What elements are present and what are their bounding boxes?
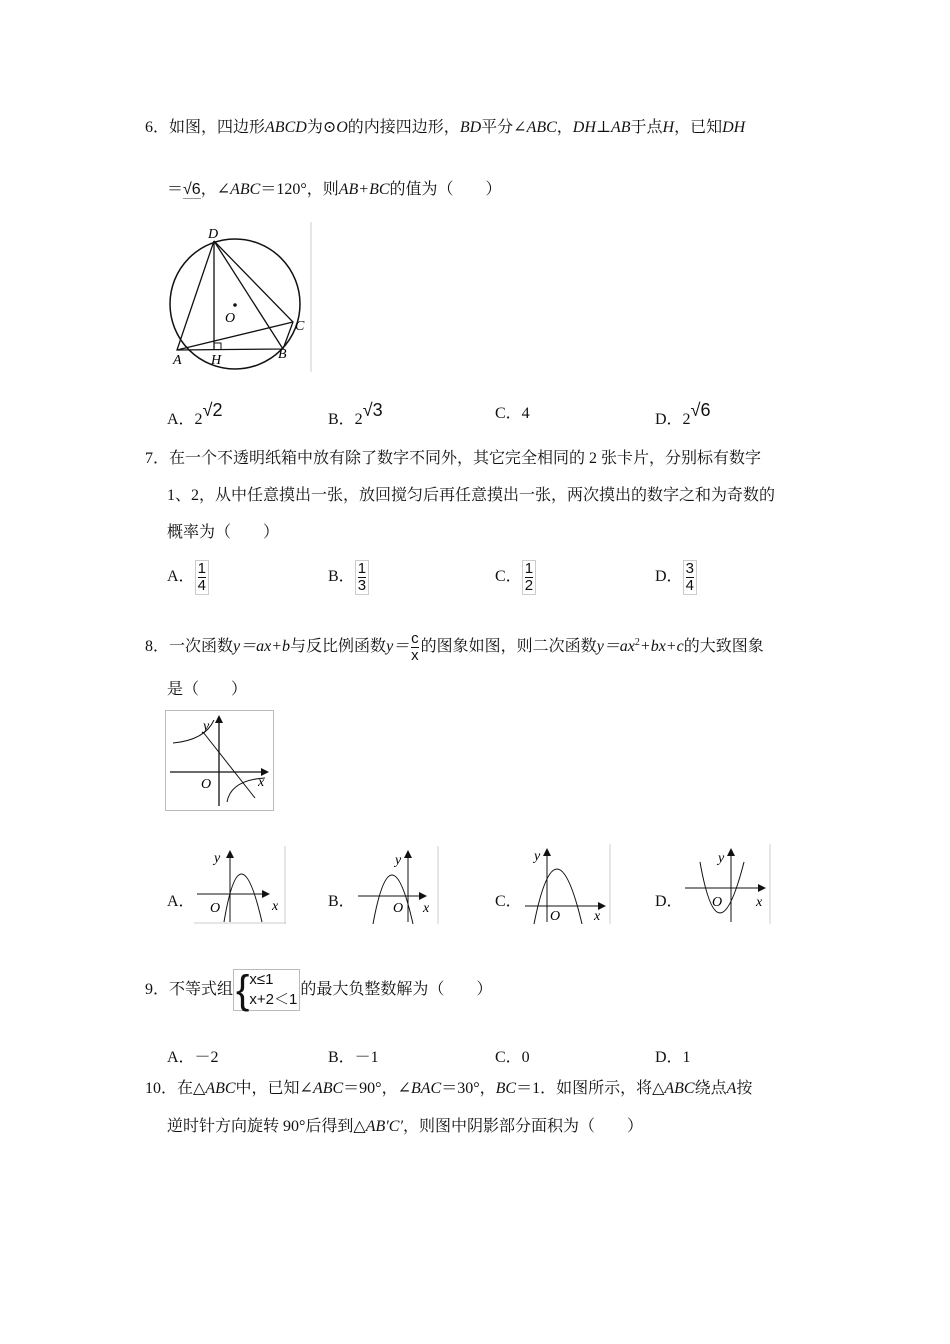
- q6-circle-figure: [165, 222, 315, 372]
- svg-text:x: x: [423, 901, 430, 916]
- q7-option-c[interactable]: C． $\frac{1}{2}$: [495, 560, 536, 595]
- q7-line1: 7．在一个不透明纸箱中放有除了数字不同外，其它完全相同的 2 张卡片，分别标有数字: [145, 450, 762, 467]
- q8-option-b[interactable]: B．: [328, 893, 355, 910]
- inequality-system: { x≤1 x+2＜1: [233, 969, 300, 1011]
- svg-text:x: x: [258, 775, 265, 790]
- svg-text:O: O: [210, 901, 221, 916]
- q7-line2: 1、2，从中任意摸出一张，放回搅匀后再任意摸出一张，两次摸出的数字之和为奇数的: [167, 487, 776, 504]
- svg-text:y: y: [718, 851, 725, 866]
- label-c: C: [295, 319, 305, 334]
- q7-option-d[interactable]: D． $\frac{3}{4}$: [655, 560, 697, 595]
- label-a: A: [173, 353, 182, 368]
- q6-option-c[interactable]: C．4: [495, 405, 530, 422]
- label-b: B: [278, 347, 287, 362]
- svg-text:x: x: [756, 895, 763, 910]
- label-h: H: [211, 353, 222, 368]
- q8-option-c-graph[interactable]: [522, 844, 612, 924]
- q9-line1: 9．不等式组 { x≤1 x+2＜1 的最大负整数解为（ ）: [145, 968, 493, 1013]
- q8-option-b-graph[interactable]: [355, 846, 440, 924]
- q8-option-d[interactable]: D．: [655, 893, 683, 910]
- svg-text:y: y: [395, 853, 402, 868]
- q8-option-d-graph[interactable]: [682, 844, 772, 924]
- q10-line1: 10．在△ABC中，已知∠ABC＝90°，∠BAC＝30°，BC＝1．如图所示，将△ABC绕点A按: [145, 1080, 753, 1097]
- q7-line3: 概率为（ ）: [167, 524, 280, 541]
- q10-line2: 逆时针方向旋转 90°后得到△AB′C′，则图中阴影部分面积为（ ）: [167, 1118, 643, 1135]
- q8-option-c[interactable]: C．: [495, 893, 522, 910]
- q8-option-a-graph[interactable]: [194, 846, 286, 924]
- q9-option-b[interactable]: B．－1: [328, 1049, 379, 1066]
- q7-option-b[interactable]: B． $\frac{1}{3}$: [328, 560, 369, 595]
- svg-text:x: x: [594, 909, 601, 924]
- q6-option-d[interactable]: D．2√6: [655, 400, 711, 428]
- q7-option-a[interactable]: A． $\frac{1}{4}$: [167, 560, 209, 595]
- svg-text:O: O: [712, 895, 723, 910]
- svg-text:x: x: [272, 899, 279, 914]
- q8-line1: 8．一次函数y＝ax+b与反比例函数y＝ $\frac{c}{x}$ 的图象如图，则二次函数$y=ax^2+bx+c$的大致图象: [145, 630, 764, 664]
- label-o: O: [225, 311, 236, 326]
- q9-option-a[interactable]: A．－2: [167, 1049, 219, 1066]
- q6-line2: ＝√6，∠ABC＝120°，则AB+BC的值为（ ）: [167, 181, 502, 198]
- q6-line1: 6．如图，四边形ABCD为⊙O的内接四边形，BD平分∠ABC，DH⊥AB于点H，已知DH: [145, 119, 746, 136]
- svg-text:y: y: [203, 719, 210, 734]
- q8-line2: 是（ ）: [167, 681, 248, 698]
- q9-option-c[interactable]: C．0: [495, 1049, 530, 1066]
- q6-option-a[interactable]: A．2√2: [167, 400, 223, 428]
- svg-text:O: O: [550, 909, 561, 924]
- q6-option-b[interactable]: B．2√3: [328, 400, 383, 428]
- q9-option-d[interactable]: D．1: [655, 1049, 691, 1066]
- svg-text:O: O: [201, 777, 212, 792]
- label-d: D: [208, 227, 219, 242]
- svg-text:y: y: [534, 849, 541, 864]
- svg-text:y: y: [214, 851, 221, 866]
- svg-text:O: O: [393, 901, 404, 916]
- q8-given-graph: [165, 710, 275, 812]
- q8-option-a[interactable]: A．: [167, 893, 195, 910]
